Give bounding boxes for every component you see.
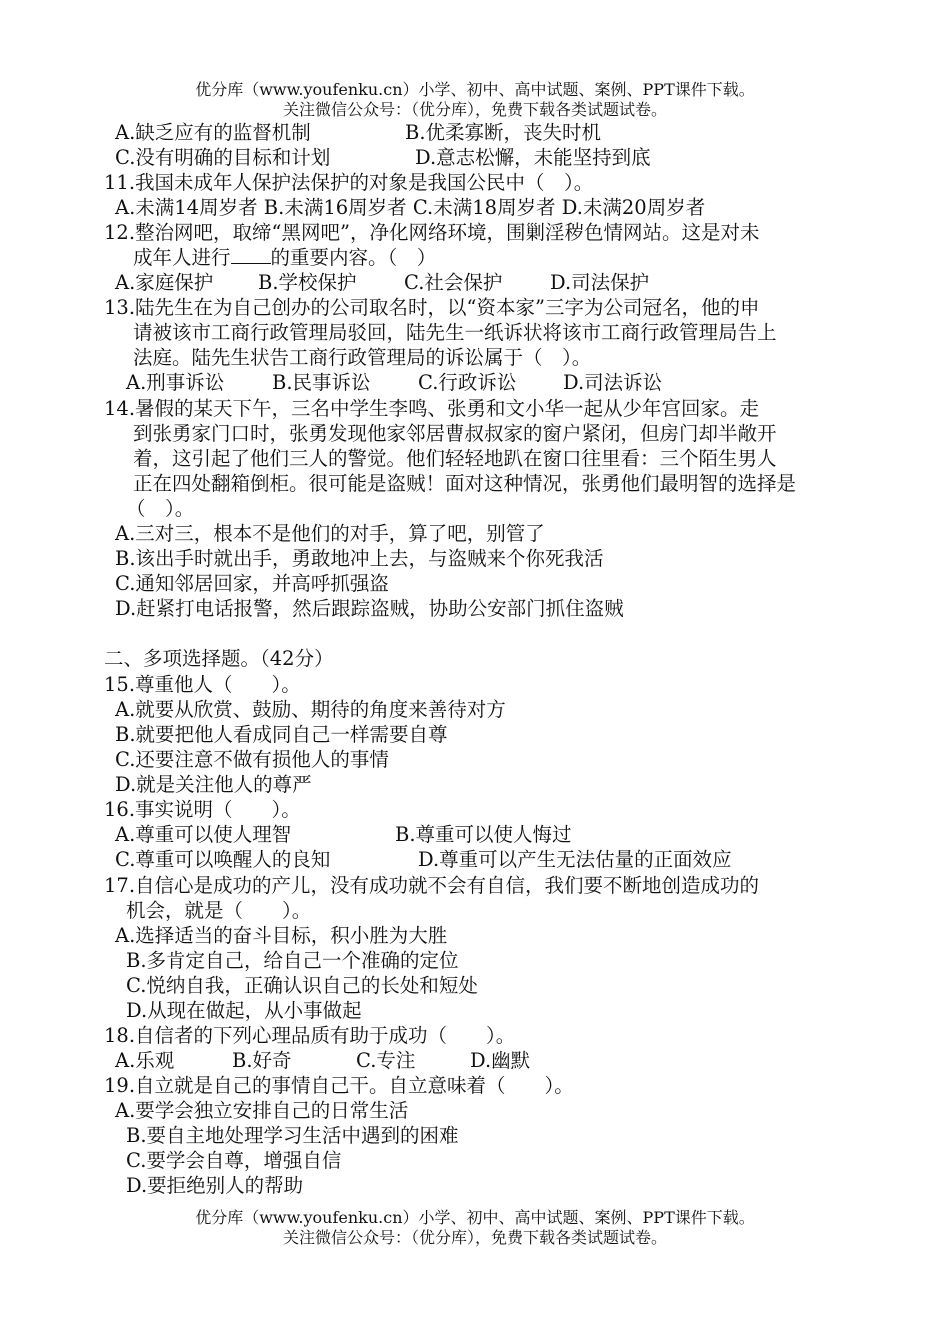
q17-option-b: B.多肯定自己，给自己一个准确的定位 (126, 949, 459, 972)
q11-options: A.未满14周岁者 B.未满16周岁者 C.未满18周岁者 D.未满20周岁者 (115, 196, 706, 219)
q12-stem-post: 的重要内容。（ ） (270, 246, 437, 269)
q13-stem-line-3: 法庭。陆先生状告工商行政管理局的诉讼属于（ ）。 (133, 346, 592, 369)
q18-option-b: B.好奇 (232, 1049, 292, 1072)
q18-option-a: A.乐观 (115, 1049, 175, 1072)
q13-option-c: C.行政诉讼 (418, 371, 517, 394)
q14-stem-line-5: （ ）。 (126, 497, 195, 520)
q19-option-a: A.要学会独立安排自己的日常生活 (115, 1099, 409, 1122)
footer-line-2: 关注微信公众号：（优分库），免费下载各类试题试卷。 (282, 1228, 667, 1247)
q12-option-d: D.司法保护 (550, 271, 650, 294)
q10-option-b: B.优柔寡断，丧失时机 (405, 121, 602, 144)
q14-stem-line-2: 到张勇家门口时，张勇发现他家邻居曹叔叔家的窗户紧闭，但房门却半敞开 (133, 422, 777, 445)
q17-option-c: C.悦纳自我，正确认识自己的长处和短处 (126, 974, 478, 997)
q11-stem: 11.我国未成年人保护法保护的对象是我国公民中（ ）。 (104, 171, 594, 194)
q14-option-d: D.赶紧打电话报警，然后跟踪盗贼，协助公安部门抓住盗贼 (115, 597, 624, 620)
q15-option-a: A.就要从欣赏、鼓励、期待的角度来善待对方 (115, 698, 506, 721)
q15-option-d: D.就是关注他人的尊严 (115, 773, 312, 796)
q17-option-d: D.从现在做起，从小事做起 (126, 999, 362, 1022)
q10-option-c: C.没有明确的目标和计划 (115, 146, 331, 169)
q17-stem-line-2: 机会，就是（ ）。 (126, 899, 312, 922)
q14-stem-line-1: 14.暑假的某天下午，三名中学生李鸣、张勇和文小华一起从少年宫回家。走 (104, 397, 760, 420)
q14-option-a: A.三对三，根本不是他们的对手，算了吧，别管了 (115, 522, 545, 545)
q17-stem-line-1: 17.自信心是成功的产儿，没有成功就不会有自信，我们要不断地创造成功的 (104, 874, 760, 897)
q15-option-b: B.就要把他人看成同自己一样需要自尊 (115, 723, 448, 746)
section-2-title: 二、多项选择题。（42分） (104, 647, 334, 670)
q18-option-c: C.专注 (356, 1049, 416, 1072)
q12-option-c: C.社会保护 (404, 271, 503, 294)
q14-stem-line-4: 正在四处翻箱倒柜。很可能是盗贼！面对这种情况，张勇他们最明智的选择是 (133, 472, 797, 495)
q15-stem: 15.尊重他人（ ）。 (104, 673, 301, 696)
q17-option-a: A.选择适当的奋斗目标，积小胜为大胜 (115, 924, 448, 947)
q13-option-a: A.刑事诉讼 (126, 371, 225, 394)
q16-option-b: B.尊重可以使人悔过 (395, 823, 572, 846)
q10-option-a: A.缺乏应有的监督机制 (115, 121, 311, 144)
q19-option-d: D.要拒绝别人的帮助 (126, 1174, 304, 1197)
q13-stem-line-2: 请被该市工商行政管理局驳回，陆先生一纸诉状将该市工商行政管理局告上 (133, 321, 777, 344)
q12-stem-pre: 成年人进行 (133, 246, 231, 269)
q16-stem: 16.事实说明（ ）。 (104, 798, 301, 821)
q12-option-b: B.学校保护 (258, 271, 357, 294)
q12-option-a: A.家庭保护 (115, 271, 214, 294)
q16-option-d: D.尊重可以产生无法估量的正面效应 (418, 848, 732, 871)
q12-stem-line-1: 12.整治网吧，取缔“黑网吧”，净化网络环境，围剿淫秽色情网站。这是对未 (104, 221, 760, 244)
q13-option-d: D.司法诉讼 (563, 371, 663, 394)
q16-option-c: C.尊重可以唤醒人的良知 (115, 848, 331, 871)
header-line-1: 优分库（www.youfenku.cn）小学、初中、高中试题、案例、PPT课件下载。 (195, 80, 755, 99)
q19-option-b: B.要自主地处理学习生活中遇到的困难 (126, 1124, 459, 1147)
q15-option-c: C.还要注意不做有损他人的事情 (115, 748, 389, 771)
q19-option-c: C.要学会自尊，增强自信 (126, 1149, 342, 1172)
q18-stem: 18.自信者的下列心理品质有助于成功（ ）。 (104, 1024, 516, 1047)
q14-option-b: B.该出手时就出手，勇敢地冲上去，与盗贼来个你死我活 (115, 547, 604, 570)
q13-stem-line-1: 13.陆先生在为自己创办的公司取名时，以“资本家”三字为公司冠名，他的申 (104, 296, 760, 319)
q10-option-d: D.意志松懈，未能坚持到底 (415, 146, 651, 169)
q16-option-a: A.尊重可以使人理智 (115, 823, 292, 846)
footer-line-1: 优分库（www.youfenku.cn）小学、初中、高中试题、案例、PPT课件下载。 (195, 1208, 755, 1227)
q12-stem-line-2 (133, 245, 436, 270)
header-line-2: 关注微信公众号：（优分库），免费下载各类试题试卷。 (282, 100, 667, 119)
q18-option-d: D.幽默 (470, 1049, 531, 1072)
q14-stem-line-3: 着，这引起了他们三人的警觉。他们轻轻地趴在窗口往里看：三个陌生男人 (133, 447, 777, 470)
q14-option-c: C.通知邻居回家，并高呼抓强盗 (115, 572, 389, 595)
q13-option-b: B.民事诉讼 (272, 371, 371, 394)
answer-blank (231, 245, 271, 264)
q19-stem: 19.自立就是自己的事情自己干。自立意味着（ ）。 (104, 1074, 574, 1097)
